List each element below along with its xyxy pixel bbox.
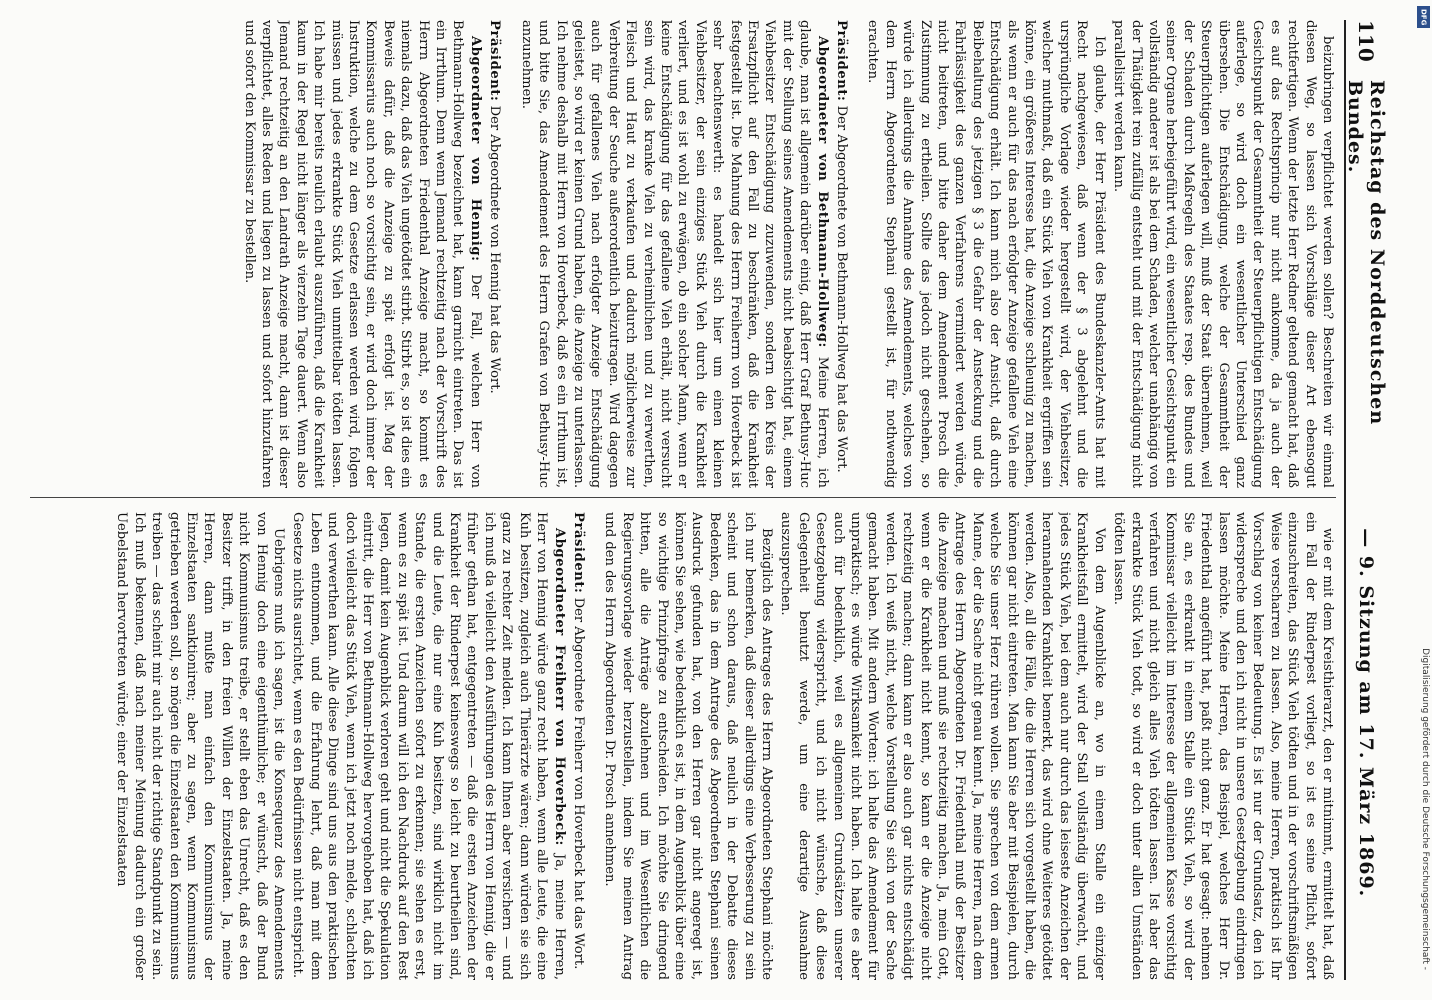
speech-text: Ja, meine Herren, Herr von Hennig würde ganz recht haben, wenn alle Leute, die eine Kuh besitzen, zugleich auch Thierärzte wären; dann würden sie sich ganz zu rechter Zeit melden. Ich kann Ihnen aber versichern — und ich muß da vielleicht den Ausführungen des Herrn von Hennig, die er früher gethan hat, entgegentreten — daß die ersten Anzeichen der Krankheit der Rinderpest keineswegs so leicht zu beurtheilen sind, und die Leute, die nur eine Kuh besitzen, sind wirklich nicht im Stande, die ersten Anzeichen sofort zu erkennen; sie sehen es erst, wenn es zu spät ist. Und darum will ich den Nachdruck auf den Rest legen, damit kein Augenblick verloren geht und nicht die Spekulation eintritt, die Herr von Bethmann-Hollweg hervorgehoben hat, daß ich doch vielleicht das Stück Vieh, wenn ich jetzt noch melde, schlachten und verwerthen kann. Alle diese Dinge sind uns aus den praktischen Leben entnommen, und die Erfahrung lehrt, daß man mit dem Gesetze nichts ausrichtet, wenn es den Bedürfnissen nicht entspricht. (290, 512, 567, 980)
speech-entry (833, 20, 850, 488)
speaker-label: Präsident: (570, 512, 586, 594)
column-divider (30, 497, 1336, 498)
speech-entry (517, 20, 830, 488)
page-number: 110 (1354, 20, 1378, 62)
speaker-label: Präsident: (487, 20, 503, 102)
paragraph: Ich glaube, der Herr Präsident des Bundeskanzler-Amts hat mit Recht nachgewiesen, daß wenn der § 3 abgelehnt und die ursprüngliche Vorlage wieder hergestellt wird, der Viehbesitzer, welcher muthmaßt, daß ein Stück Vieh von Krankheit ergriffen sein könne, ein größeres Interesse hat, die Anzeige schleunig zu machen, als wenn er auch für das nach erfolgter Anzeige gefallene Vieh eine Entschädigung erhält. Ich kann mich also der Ansicht, daß durch Beibehaltung des jetzigen § 3 die Gefahr der Ansteckung und die Fahrlässigkeit des ganzen Verfahrens vermindert werden würde, nicht beitreten, und bitte daher dem Amendement Prosch die Zustimmung zu ertheilen. Sollte das jedoch nicht geschehen, so würde ich allerdings die Annahme des Amendements, welches von dem Herrn Abgeordneten Stephani gestellt ist, für nothwendig erachten. (865, 20, 1107, 488)
speaker-label: Abgeordneter Freiherr von Hoverbeck: (551, 528, 567, 846)
paragraph: Uebrigens muß ich sagen, ist die Konsequenz des Amendements von Hennig doch eine eigenthümliche; er wünscht, daß der Bund nicht Kommunismus treibe, er stellt eben das Unrecht, daß es den Besitzer trifft, in den freien Willen der Einzelstaaten. Ja, meine Herren, dann mußte man einfach den Kommunismus der Einzelstaaten sanktioniren; aber zu sagen, wenn Kommunismus getrieben werden soll, so mögen die Einzelstaaten den Kommunismus treiben — das scheint mir auch nicht der richtige Standpunkt zu sein. Ich muß bekennen, daß nach meiner Meinung dadurch ein großer Uebelstand hervortreten würde; einer der Einzelstaaten (114, 512, 287, 980)
speaker-label: Präsident: (834, 20, 850, 102)
speaker-label: Abgeordneter von Bethmann-Hollweg: (814, 36, 830, 348)
speech-entry (570, 512, 587, 980)
speech-entry (486, 20, 503, 488)
speech-entry (289, 512, 568, 980)
paragraph: Von dem Augenblicke an, wo in einem Stalle ein einziger Krankheitsfall ermittelt, wird der Stall vollständig überwacht, und jedes Stück Vieh, bei dem auch nur durch das leiseste Anzeichen der herannahenden Krankheit bemerkt, das wird ohne Weiteres getödtet werden. Also, all die Fälle, die die Herren sich vorgestellt haben, die können gar nicht eintreten. Man kann Sie aber mit Beispielen, durch welche Sie unser Herz rühren wollen. Sie sprechen von dem armen Manne, der die Sache nicht genau kennt. Ja, meine Herren, nach dem Antrage des Herrn Abgeordneten Dr. Friedenthal muß der Besitzer die Anzeige machen und muß sie rechtzeitig machen. Ja, mein Gott, wenn er die Krankheit nicht kennt, so kann er die Anzeige nicht rechtzeitig machen; dann kann er also auch gar nichts entschädigt werden. Ich weiß nicht, welche Vorstellung Sie sich von der Sache gemacht haben. Mit andern Worten: ich halte das Amendement für unpraktisch; es würde Wirksamkeit nicht haben. Ich halte es aber auch für bedenklich, weil es allgemeinen Grundsätzen unserer Gesetzgebung widerspricht, und ich nicht wünsche, daß diese Gelegenheit benutzt werde, um eine derartige Ausnahme auszusprechen. (778, 512, 1107, 980)
dfg-logo: DFG (1417, 6, 1430, 28)
speech-entry (240, 20, 484, 488)
paragraph: wie er mit dem Kreisthierarzt, den er mitnimmt, ermittelt hat, daß ein Fall der Rinderpest vorliegt, so ist es seine Pflicht, sofort einzuschreiten, das Stück Vieh tödten und in der vorschriftsmäßigen Weise verscharren zu lassen. Also, meine Herren, praktisch ist Ihr Vorschlag von keiner Bedeutung. Es ist nur der Grundsatz, den ich widerspreche und den ich nicht in unsere Gesetzgebung eindringen lassen möchte. Meine Herren, das Beispiel, welches Herr Dr. Friedenthal angeführt hat, paßt nicht ganz. Er hat gesagt: nehmen Sie an, es erkrankt in einem Stalle ein Stück Vieh, so wird der Kommissar vielleicht im Interesse der allgemeinen Kasse vorsichtig verfahren und nicht gleich alles Vieh tödten lassen. Ist aber das erkrankte Stück Vieh todt, so wird er doch unter allen Umständen tödten lassen. (1111, 512, 1335, 980)
speech-text: Der Abgeordnete von Bethmann-Hollweg hat das Wort. (834, 105, 850, 473)
header-title-left: Reichstag des Norddeutschen Bundes. (1344, 80, 1388, 426)
paragraph: Bezüglich des Antrages des Herrn Abgeordneten Stephani möchte ich nur bemerken, daß dieser allerdings eine Verbesserung zu sein scheint und schon daraus, daß neulich in der Debatte dieses Bedenken, das in dem Antrage des Abgeordneten Stephani seinen Ausdruck gefunden hat, von den Herren gar nicht angeregt ist, können Sie sehen, wie bedenklich es ist, in dem Augenblick über eine so wichtige Prinzipfrage zu entscheiden. Ich möchte Sie dringend bitten, alle die Anträge abzulehnen und im Wesentlichen die Regierungsvorlage wieder herzustellen, indem Sie meinen Antrag und den des Herrn Abgeordneten Dr. Prosch annehmen. (602, 512, 774, 980)
digitization-credit (1418, 0, 1432, 1000)
header-title-right: — 9. Sitzung am 17. März 1869. (1355, 528, 1377, 898)
speech-text: Der Abgeordnete Freiherr von Hoverbeck hat das Wort. (570, 597, 586, 970)
speech-text: Der Fall, welchen Herr von Bethmann-Hollweg bezeichnet hat, kann garnicht eintreten. Das ist ein Irrthum. Denn wenn Jemand rechtzeitig nach der Vorschrift des Herrn Abgeordneten Friedenthal Anzeige macht, so kommt es niemals dazu, daß das Vieh ungetödtet stirbt. Stirbt es, so ist dies ein Beweis dafür, daß die Anzeige zu spät erfolgt ist. Mag der Kommissarius auch noch so vorsichtig sein, er wird doch immer der Instruktion, welche zu dem Gesetze erlassen werden wird, folgen müssen und jedes erkrankte Stück Vieh unmittelbar tödten lassen. Ich habe mir bereits neulich erlaubt auszuführen, daß die Krankheit kaum in der Regel nicht länger als vierzehn Tage dauert. Wenn also Jemand rechtzeitig an den Landrath Anzeige macht, dann ist dieser verpflichtet, alles Reden und liegen zu lassen und sofort hinzufahren und sofort den Kommissar zu bestellen. (241, 20, 483, 488)
text-column-right (26, 512, 1336, 980)
speaker-label: Abgeordneter von Hennig: (467, 36, 483, 262)
text-column-left (26, 20, 1336, 488)
page-header (1344, 20, 1386, 980)
speech-text: Der Abgeordnete von Hennig hat das Wort. (487, 105, 503, 394)
speech-text: Meine Herren, ich glaube, man ist allgemein darüber einig, daß Herr Graf Bethusy-Huc mit der Stellung seines Amendements nicht beabsichtigt hat, einem Viehbesitzer Entschädigung zuzuwenden, sondern den Kreis der Ersatzpflicht auf den Fall zu beschränken, daß die Krankheit festgestellt ist. Die Mahnung des Herrn Freiherrn von Hoverbeck ist sehr beachtenswerth: es handelt sich hier um einen kleinen Viehbesitzer, der sein einziges Stück Vieh durch die Krankheit verliert, und es ist wohl zu erwägen, ob ein solcher Mann, wenn er keine Entschädigung für das gefallene Vieh erhält, nicht versucht sein wird, das kranke Vieh zu verheimlichen und zu verwerthen, Fleisch und Haut zu verkaufen und dadurch möglicherweise zur Verbreitung der Seuche außerordentlich beizutragen. Wird dagegen auch für gefallenes Vieh nach erfolgter Anzeige Entschädigung geleistet, so wird er keinen Grund haben, die Anzeige zu unterlassen. Ich nehme deshalb mit Herrn von Hoverbeck, daß es ein Irrthum ist, und bitte Sie, das Amendement des Herrn Grafen von Bethusy-Huc anzunehmen. (518, 20, 830, 488)
paragraph: beizubringen verpflichtet werden sollen? Beschreiten wir einmal diesen Weg, so lassen sich Vorschläge dieser Art ebensogut rechtfertigen. Wenn der letzte Herr Redner geltend gemacht hat, daß es auf das Rechtsprincip nur nicht ankomme, da ja auch der Gesichtspunkt der Gesammtheit der Steuerpflichtigen Entschädigung auferlege, so wird doch ein wesentlicher Unterschied ganz übersehen. Die Entschädigung, welche der Gesammtheit der Steuerpflichtigen auferlegen will, muß der Staat übernehmen, weil der Schaden durch Maßregeln des Staates resp. des Bundes und seiner Organe herbeigeführt wird, ein wesentlicher Gesichtspunkt ein vollständig anderer ist als bei dem Schaden, welcher unabhängig von der Thätigkeit rein zufällig entsteht und mit der Entschädigung nicht parallelisirt werden kann. (1111, 20, 1335, 488)
credit-text: Digitalisierung gefördert durch die Deutsche Forschungsgemeinschaft - (1420, 648, 1430, 970)
